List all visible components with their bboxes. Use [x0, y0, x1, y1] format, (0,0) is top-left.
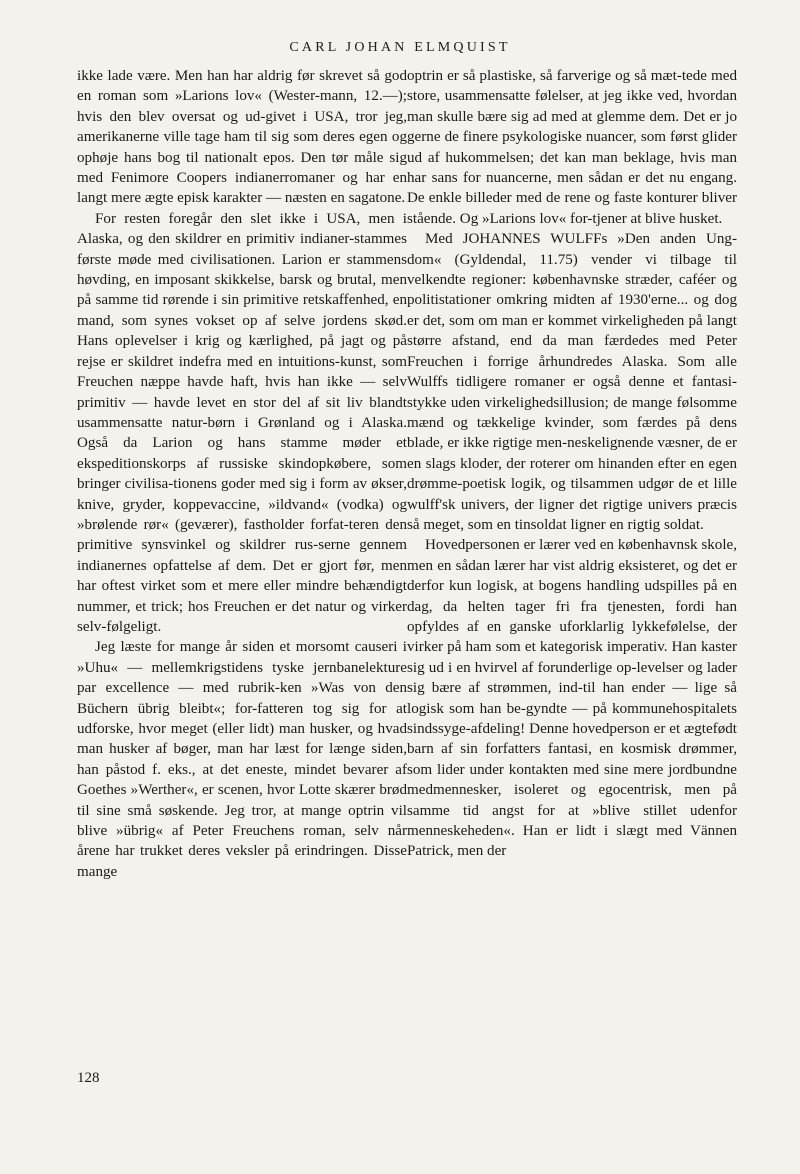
page-number: 128 [77, 1070, 100, 1086]
paragraph: Med JOHANNES WULFFs »Den anden Ung-dom« (Gyldendal, 11.75) vender vi tilbage til velkendte regioner: københavnske stræder, caféer og politistationer omkring midten af 1930'erne... og dog er det, som om man er kommet virkeligheden på langt større afstand, end da man færdedes med Peter Freuchen i forrige århundredes Alaska. Som alle Wulffs tidligere romaner er også denne et fantasi-stykke uden virkelighedsillusion; de mange følsomme mænd og tækkelige kvinder, som færdes på dens blade, er ikke rigtige men-neskelignende væsner, de er en slags kloder, der roterer om hinanden efter en egen drømme-poetisk logik, og tilsammen udgør de et lille wulff'sk univers, der ligner det rigtige univers præcis så meget, som en tinsoldat ligner en rigtig soldat. [407, 231, 737, 533]
paragraph: ikke lade være. Men han har aldrig før skrevet så god en roman som »Larions lov« (Wester-mann, 12.—); hvis den blev oversat og ud-givet i USA, tror jeg, amerikanerne ville tage ham til sig som deres egen og ophøje hans bog til nationalt epos. Den tør måle sig med Fenimore Coopers indianerromaner og har en langt mere ægte episk karakter — næsten en sagatone. [77, 68, 407, 207]
right-column [407, 66, 737, 862]
running-head: CARL JOHAN ELMQUIST [289, 40, 511, 55]
paragraph: Hovedpersonen er lærer ved en københavnsk skole, men en sådan lærer har vist aldrig eksisteret, og det er derfor kun logisk, at bogens handling udspilles på en dag, da helten tager fri fra tjenesten, fordi han opfyldes af en ganske uforklarlig lykkefølelse, der virker på ham som et kategorisk imperativ. Han kaster sig ud i en hvirvel af forunderlige op-levelser og lader sig bære af strømmen, ind-til han ender — lige så logisk som han be-gyndte — på kommunehospitalets sindssyge-afdeling! Denne hovedperson er et ægtefødt barn af sin forfatters fantasi, en kosmisk drømmer, som lider under kontakten med sine mere jordbundne medmennesker, isoleret og egocentrisk, men på samme tid angst for at »blive stillet udenfor menneskeheden«. Han er lidt i slægt med Vännen Patrick, men der [407, 537, 737, 860]
paragraph: optrin er så plastiske, så farverige og så mæt-tede med store, usammensatte følelser, at jeg ikke ved, hvordan man skulle bære sig ad med at glemme dem. Det er jo gerne de finere psykologiske nuancer, som først glider ud af hukommelsen; det kan man beklage, hvis man har sans for nuancerne, men sådan er det nu engang. De enkle billeder med de rene og faste konturer bliver stående. Og »Larions lov« for-tjener at blive husket. [407, 68, 737, 227]
paragraph: For resten foregår den slet ikke i USA, men i Alaska, og den skildrer en primitiv indianer-stammes første møde med civilisationen. Larion er stammens høvding, en imposant skikkelse, barsk og brutal, men på samme tid rørende i sin primitive retskaffenhed, en mand, som synes vokset op af selve jordens skød. Hans oplevelser i krig og kærlighed, på jagt og på rejse er skildret indefra med en intuitions-kunst, som Freuchen næppe havde haft, hvis han ikke — selv primitiv — havde levet en stor del af sit liv blandt usammensatte natur-børn i Grønland og i Alaska. Også da Larion og hans stamme møder et ekspeditionskorps af russiske skindopkøbere, som bringer civilisa-tionens goder med sig i form av økser, knive, gryder, koppevaccine, »ildvand« (vodka) og »brølende rør« (geværer), fastholder forfat-teren den primitive synsvinkel og skildrer rus-serne gennem indianernes opfattelse af dem. Det er gjort før, men har oftest virket som et mere eller mindre behændigt nummer, et trick; hos Freuchen er det natur og virker selv-følgeligt. [77, 210, 407, 635]
left-column [77, 66, 407, 882]
paragraph: Jeg læste for mange år siden et morsomt causeri i »Uhu« — mellemkrigstidens tyske jernbanelekture par excellence — med rubrik-ken »Was von den Büchern übrig bleibt«; for-fatteren tog sig for at udforske, hvor meget (eller lidt) man husker, og hvad man husker af bøger, man har læst for længe siden, han påstod f. eks., at det eneste, mindet bevarer af Goethes »Werther«, er scenen, hvor Lotte skærer brød til sine små søskende. Jeg tror, at mange optrin vil blive »übrig« af Peter Freuchens roman, selv når årene har trukket deres veksler på erindringen. Disse mange [77, 639, 407, 880]
